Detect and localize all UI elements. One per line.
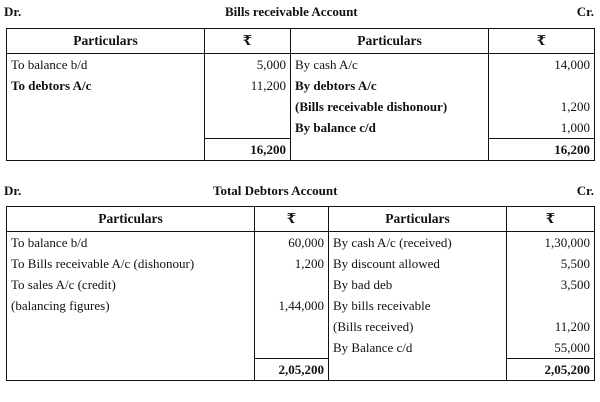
credit-amount-cell: 1,000	[489, 117, 595, 139]
col-amount-header: ₹	[507, 207, 595, 232]
debit-amount-cell	[205, 117, 291, 139]
debit-amount-cell	[255, 337, 329, 359]
table-row	[7, 274, 595, 295]
debit-amount-cell: 11,200	[205, 75, 291, 96]
credit-amount-cell	[507, 295, 595, 316]
credit-amount-cell	[489, 75, 595, 96]
credit-total-cell: 16,200	[489, 139, 595, 161]
table-row	[7, 253, 595, 274]
debit-particulars-cell	[7, 96, 205, 117]
table-row	[7, 295, 595, 316]
table-row	[7, 54, 595, 76]
table-header-row	[7, 29, 595, 54]
credit-total-cell: 2,05,200	[507, 359, 595, 381]
debit-total-cell: 2,05,200	[255, 359, 329, 381]
col-amount-header: ₹	[205, 29, 291, 54]
table-row	[7, 117, 595, 139]
credit-particulars-cell: By discount allowed	[329, 253, 507, 274]
dr-label: Dr.	[4, 183, 22, 198]
table-row	[7, 316, 595, 337]
credit-particulars-cell: (Bills received)	[329, 316, 507, 337]
debit-particulars-cell: To sales A/c (credit)	[7, 274, 255, 295]
credit-particulars-cell: By balance c/d	[291, 117, 489, 139]
total-blank-cell	[291, 139, 489, 161]
credit-amount-cell: 11,200	[507, 316, 595, 337]
total-blank-cell	[7, 359, 255, 381]
total-debtors-table	[6, 206, 595, 381]
credit-particulars-cell: By bills receivable	[329, 295, 507, 316]
debit-particulars-cell: To balance b/d	[7, 232, 255, 254]
cr-label: Cr.	[576, 4, 594, 19]
account-title: Bills receivable Account	[225, 4, 358, 19]
debtors-account-header	[0, 183, 600, 201]
credit-amount-cell: 5,500	[507, 253, 595, 274]
col-particulars-header: Particulars	[291, 29, 489, 54]
total-blank-cell	[329, 359, 507, 381]
debit-particulars-cell: To Bills receivable A/c (dishonour)	[7, 253, 255, 274]
total-row	[7, 139, 595, 161]
cr-label: Cr.	[576, 183, 594, 198]
debit-amount-cell	[255, 316, 329, 337]
bills-receivable-table	[6, 28, 595, 161]
col-particulars-header: Particulars	[329, 207, 507, 232]
total-row	[7, 359, 595, 381]
col-amount-header: ₹	[489, 29, 595, 54]
debit-particulars-cell: To debtors A/c	[7, 75, 205, 96]
table-row	[7, 337, 595, 359]
credit-amount-cell: 14,000	[489, 54, 595, 76]
table-header-row	[7, 207, 595, 232]
credit-amount-cell: 1,30,000	[507, 232, 595, 254]
credit-particulars-cell: By debtors A/c	[291, 75, 489, 96]
debit-amount-cell	[205, 96, 291, 117]
debit-total-cell: 16,200	[205, 139, 291, 161]
debit-particulars-cell	[7, 337, 255, 359]
credit-particulars-cell: By cash A/c (received)	[329, 232, 507, 254]
credit-particulars-cell: (Bills receivable dishonour)	[291, 96, 489, 117]
credit-particulars-cell: By bad deb	[329, 274, 507, 295]
account-title: Total Debtors Account	[213, 183, 338, 198]
debit-amount-cell: 5,000	[205, 54, 291, 76]
debit-particulars-cell	[7, 117, 205, 139]
col-amount-header: ₹	[255, 207, 329, 232]
credit-particulars-cell: By Balance c/d	[329, 337, 507, 359]
credit-amount-cell: 3,500	[507, 274, 595, 295]
dr-label: Dr.	[4, 4, 22, 19]
debit-particulars-cell: (balancing figures)	[7, 295, 255, 316]
debit-particulars-cell	[7, 316, 255, 337]
debit-amount-cell: 1,44,000	[255, 295, 329, 316]
credit-particulars-cell: By cash A/c	[291, 54, 489, 76]
table-row	[7, 232, 595, 254]
col-particulars-header: Particulars	[7, 29, 205, 54]
table-row	[7, 75, 595, 96]
credit-amount-cell: 1,200	[489, 96, 595, 117]
debit-particulars-cell: To balance b/d	[7, 54, 205, 76]
debit-amount-cell: 60,000	[255, 232, 329, 254]
bills-account-header	[0, 4, 600, 22]
debit-amount-cell	[255, 274, 329, 295]
total-blank-cell	[7, 139, 205, 161]
debit-amount-cell: 1,200	[255, 253, 329, 274]
col-particulars-header: Particulars	[7, 207, 255, 232]
table-row	[7, 96, 595, 117]
credit-amount-cell: 55,000	[507, 337, 595, 359]
